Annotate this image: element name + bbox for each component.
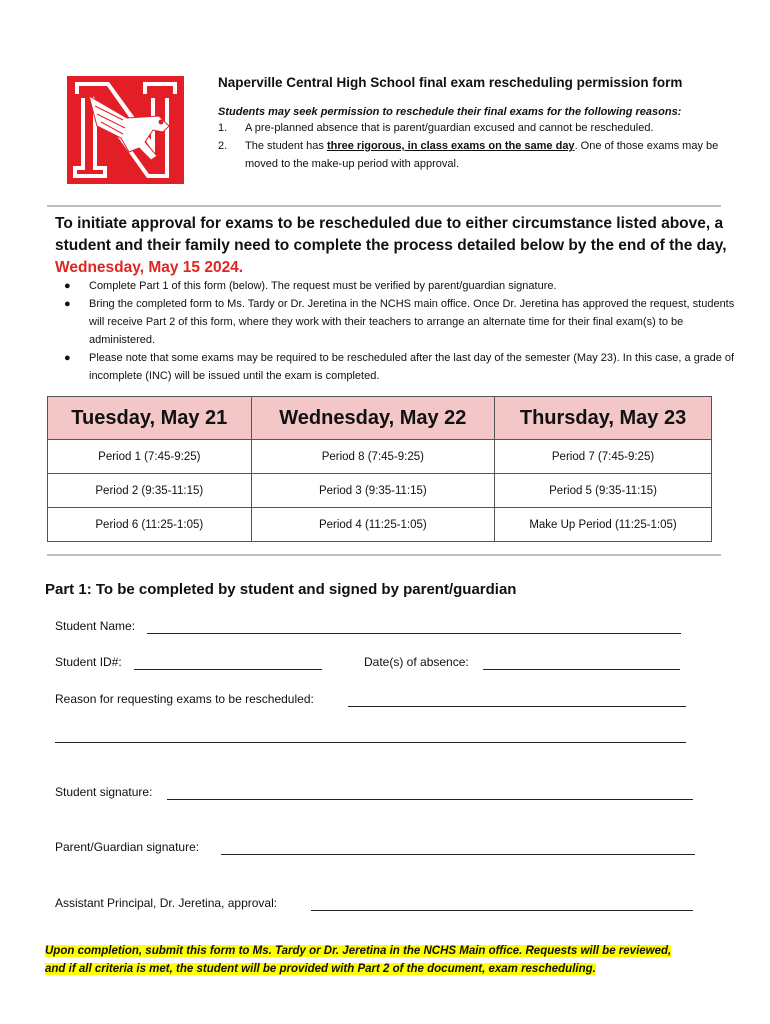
student-id-label: Student ID#: [55,655,122,669]
reason-text-pre: The student has [245,140,327,152]
student-signature-label: Student signature: [55,785,153,799]
table-cell: Period 2 (9:35-11:15) [48,474,252,508]
instruction-list [55,277,735,385]
ap-approval-label: Assistant Principal, Dr. Jeretina, approval: [55,896,278,910]
table-cell: Make Up Period (11:25-1:05) [495,508,712,542]
student-id-field[interactable] [134,656,322,670]
deadline-date: Wednesday, May 15 2024. [55,259,244,276]
school-logo [67,76,184,184]
intro-text: To initiate approval for exams to be rescheduled due to either circumstance listed above, a student and their family need to complete the process detailed below by the end of the day, [55,215,727,254]
table-cell: Period 7 (7:45-9:25) [495,440,712,474]
form-title: Naperville Central High School final exam rescheduling permission form [218,75,683,90]
intro-paragraph [55,213,735,279]
absence-dates-label: Date(s) of absence: [364,655,469,669]
list-item-text: Complete Part 1 of this form (below). The request must be verified by parent/guardian signature. [89,280,557,292]
reason-text: A pre-planned absence that is parent/guardian excused and cannot be rescheduled. [245,122,654,134]
reason-number: 2. [218,140,228,152]
absence-dates-field[interactable] [483,656,680,670]
part1-title: Part 1: To be completed by student and signed by parent/guardian [45,581,517,598]
student-signature-field[interactable] [167,786,693,800]
list-item-text: Please note that some exams may be required to be rescheduled after the last day of the semester (May 23). In this case, a grade of incomplete (INC) will be issued until the exam is completed. [89,352,735,382]
table-header: Tuesday, May 21 [48,397,252,440]
reason-underlined: three rigorous, in class exams on the same day [326,140,575,152]
reason-field-line-2[interactable] [55,729,686,743]
table-header-row [48,397,712,440]
table-cell: Period 8 (7:45-9:25) [251,440,494,474]
reason-number: 1. [218,122,228,134]
divider [47,205,721,207]
table-row [48,440,712,474]
list-item: ● Complete Part 1 of this form (below). The request must be verified by parent/guardian signature. [64,280,557,292]
reason-field[interactable] [348,693,686,707]
table-header: Thursday, May 23 [495,397,712,440]
reason-label: Reason for requesting exams to be rescheduled: [55,692,314,706]
table-cell: Period 1 (7:45-9:25) [48,440,252,474]
student-name-label: Student Name: [55,619,136,633]
table-cell: Period 5 (9:35-11:15) [495,474,712,508]
table-header: Wednesday, May 22 [251,397,494,440]
ap-approval-field[interactable] [311,897,693,911]
parent-signature-field[interactable] [221,841,695,855]
table-cell: Period 6 (11:25-1:05) [48,508,252,542]
student-name-field[interactable] [147,620,681,634]
table-row [48,474,712,508]
table-row [48,508,712,542]
table-cell: Period 4 (11:25-1:05) [251,508,494,542]
submission-note [45,942,745,978]
reason-text-post: . One of those exams may be moved to the make-up period with approval. [245,140,719,170]
list-item-text: Bring the completed form to Ms. Tardy or Dr. Jeretina in the NCHS main office. Once Dr. Jeretina has approved the request, students will receive Part 2 of this form, where they work with their teachers to arrange an alternate time for their final exam(s) to be administered. [89,298,735,346]
table-cell: Period 3 (9:35-11:15) [251,474,494,508]
divider [47,554,721,556]
reason-text [245,137,740,173]
parent-signature-label: Parent/Guardian signature: [55,840,200,854]
list-item: ● Please note that some exams may be required to be rescheduled after the last day of the semester (May 23). In this case, a grade of incomplete (INC) will be issued until the exam is completed. [64,352,735,382]
submission-note-line: Upon completion, submit this form to Ms. Tardy or Dr. Jeretina in the NCHS Main office. Requests will be reviewed, [45,945,672,957]
reasons-subtitle: Students may seek permission to reschedule their final exams for the following reasons: [218,106,682,118]
exam-schedule-table [47,396,712,542]
list-item: ● Bring the completed form to Ms. Tardy or Dr. Jeretina in the NCHS main office. Once Dr. Jeretina has approved the request, students will receive Part 2 of this form, where they work with their teachers to arrange an alternate time for their final exam(s) to be administered. [64,298,735,346]
submission-note-line: and if all criteria is met, the student will be provided with Part 2 of the document, exam rescheduling. [45,963,596,975]
